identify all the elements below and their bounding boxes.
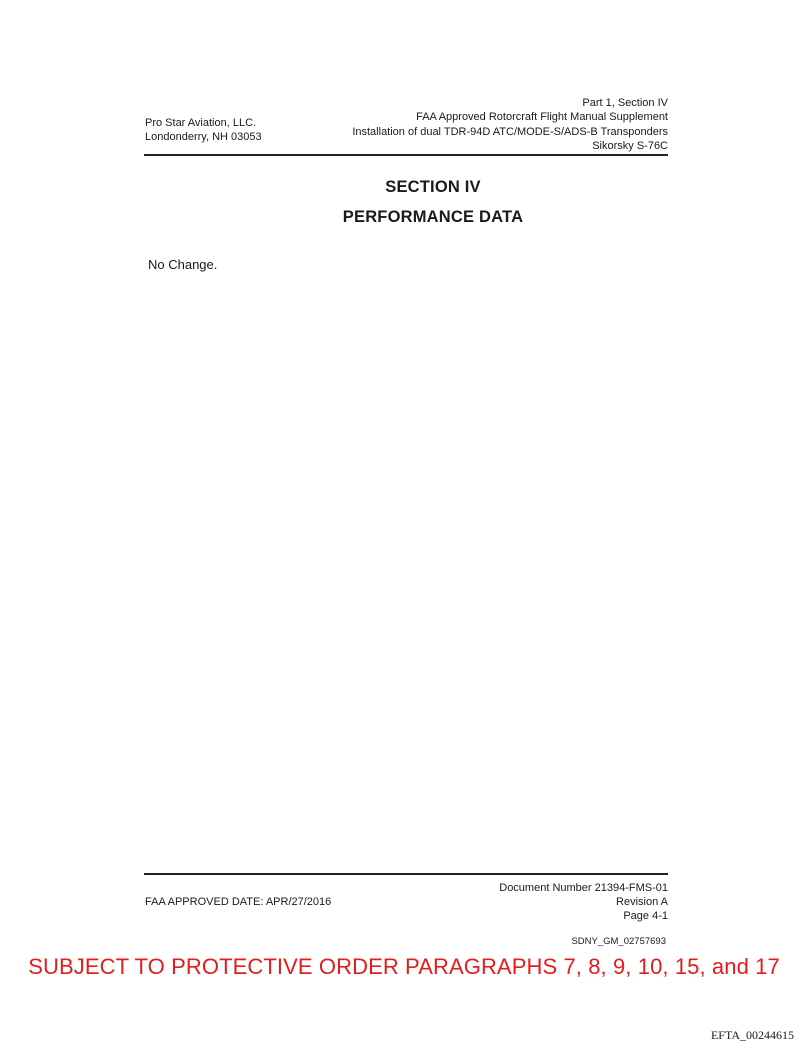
header-part-section: Part 1, Section IV — [582, 97, 668, 109]
footer-divider — [144, 873, 668, 875]
company-name: Pro Star Aviation, LLC. — [145, 117, 257, 129]
page-number: Page 4-1 — [623, 910, 668, 922]
header-document-block — [248, 96, 668, 154]
protective-order-notice: SUBJECT TO PROTECTIVE ORDER PARAGRAPHS 7, 8, 9, 10, 15, and 17 — [28, 954, 780, 979]
header-manual-title: FAA Approved Rotorcraft Flight Manual Supplement — [416, 111, 668, 124]
header-company-block — [145, 116, 262, 144]
header-installation: Installation of dual TDR-94D ATC/MODE-S/ADS-B Transponders — [352, 125, 668, 138]
header-aircraft: Sikorsky S-76C — [592, 140, 668, 153]
section-subtitle: PERFORMANCE DATA — [342, 208, 524, 226]
footer-document-block — [348, 881, 668, 923]
bates-number: SDNY_GM_02757693 — [571, 936, 666, 947]
efta-number: EFTA_00244615 — [710, 1028, 794, 1042]
document-number: Document Number 21394-FMS-01 — [499, 882, 668, 894]
body-text: No Change. — [148, 257, 218, 272]
approved-date: FAA APPROVED DATE: APR/27/2016 — [145, 896, 332, 908]
company-address: Londonderry, NH 03053 — [145, 131, 262, 143]
header-divider — [144, 154, 668, 156]
section-title: SECTION IV — [385, 178, 481, 196]
revision: Revision A — [616, 896, 668, 908]
